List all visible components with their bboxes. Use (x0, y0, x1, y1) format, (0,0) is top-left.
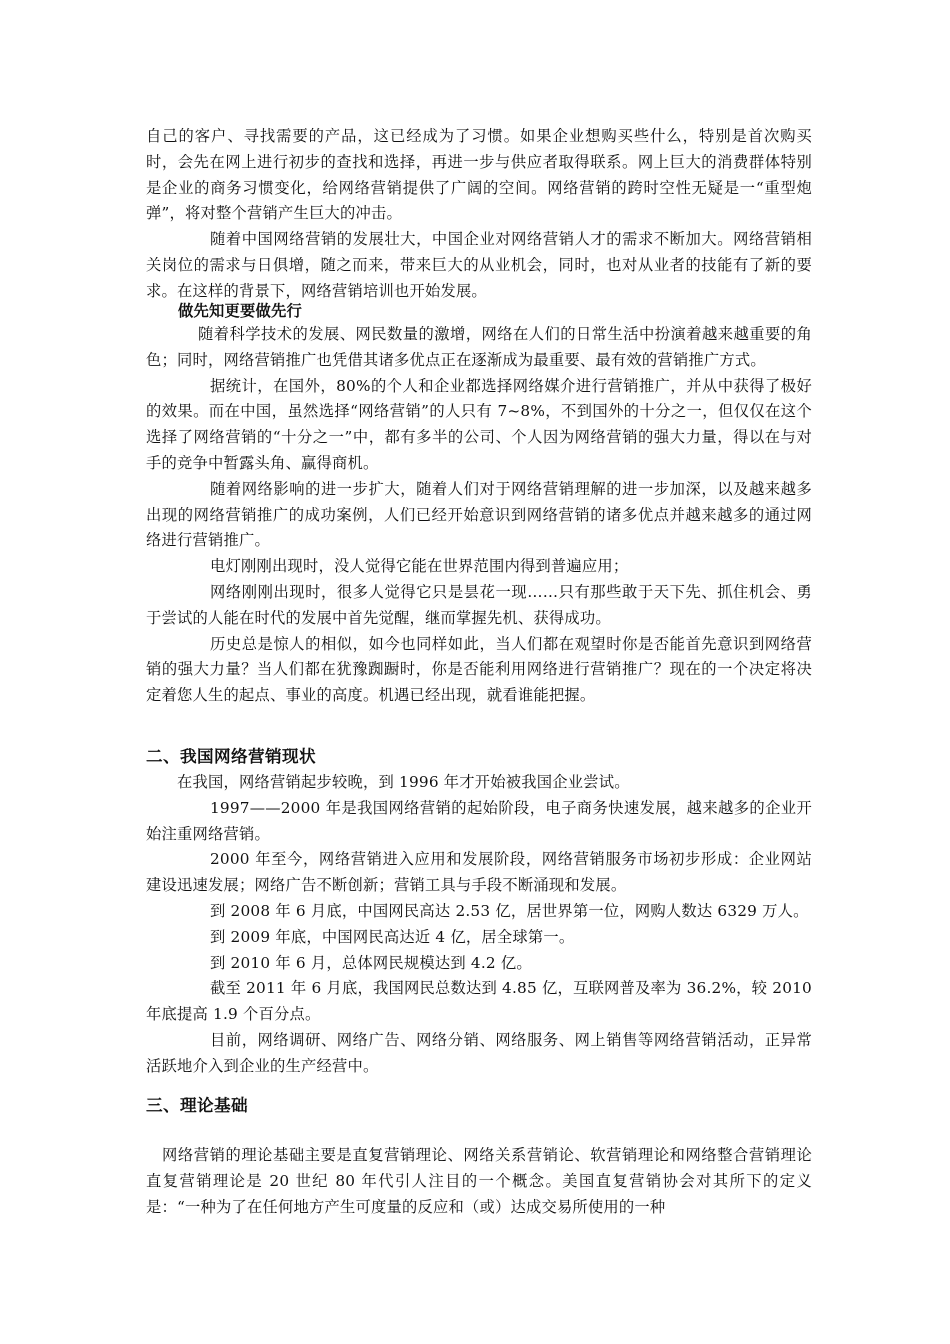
subsection-title: 做先知更要做先行 (178, 302, 302, 320)
paragraph: 自己的客户、寻找需要的产品，这已经成为了习惯。如果企业想购买些什么，特别是首次购买时，会先在网上进行初步的查找和选择，再进一步与供应者取得联系。网上巨大的消费群体特别是企业的商务习惯变化，给网络营销提供了广阔的空间。网络营销的跨时空性无疑是一“重型炮弹”，将对整个营销产生巨大的冲击。 (146, 127, 812, 223)
paragraph: 到 2008 年 6 月底，中国网民高达 2.53 亿，居世界第一位，网购人数达 6329 万人。 (210, 901, 809, 920)
intro-block (146, 124, 812, 305)
section2-block (146, 770, 812, 1080)
paragraph: 网络刚刚出现时，很多人觉得它只是昙花一现……只有那些敢于天下先、抓住机会、勇于尝试的人能在时代的发展中首先觉醒，继而掌握先机、获得成功。 (146, 582, 812, 627)
paragraph: 1997——2000 年是我国网络营销的起始阶段，电子商务快速发展，越来越多的企业开始注重网络营销。 (146, 798, 812, 843)
paragraph: 2000 年至今，网络营销进入应用和发展阶段，网络营销服务市场初步形成：企业网站建设迅速发展；网络广告不断创新；营销工具与手段不断涌现和发展。 (146, 850, 812, 895)
section-heading: 二、我国网络营销现状 (146, 747, 316, 766)
paragraph: 随着网络影响的进一步扩大，随着人们对于网络营销理解的进一步加深，以及越来越多出现的网络营销推广的成功案例，人们已经开始意识到网络营销的诸多优点并越来越多的通过网络进行营销推广。 (146, 479, 812, 550)
paragraph: 随着中国网络营销的发展壮大，中国企业对网络营销人才的需求不断加大。网络营销相关岗位的需求与日俱增，随之而来，带来巨大的从业机会，同时，也对从业者的技能有了新的要求。在这样的背景下，网络营销培训也开始发展。 (146, 230, 812, 300)
paragraph: 在我国，网络营销起步较晚，到 1996 年才开始被我国企业尝试。 (177, 773, 630, 791)
paragraph: 目前，网络调研、网络广告、网络分销、网络服务、网上销售等网络营销活动，正异常活跃地介入到企业的生产经营中。 (146, 1030, 812, 1075)
paragraph: 网络营销的理论基础主要是直复营销理论、网络关系营销论、软营销理论和网络整合营销理论 直复营销理论是 20 世纪 80 年代引人注目的一个概念。美国直复营销协会对其所下的定义是：“一种为了在任何地方产生可度量的反应和（或）达成交易所使用的一种 (146, 1146, 843, 1216)
paragraph: 截至 2011 年 6 月底，我国网民总数达到 4.85 亿，互联网普及率为 36.2%，较 2010 年底提高 1.9 个百分点。 (146, 979, 812, 1024)
subsection-block (146, 322, 812, 709)
paragraph: 到 2009 年底，中国网民高达近 4 亿，居全球第一。 (210, 927, 575, 946)
paragraph: 到 2010 年 6 月，总体网民规模达到 4.2 亿。 (210, 953, 532, 972)
paragraph: 历史总是惊人的相似，如今也同样如此，当人们都在观望时你是否能首先意识到网络营销的强大力量？当人们都在犹豫踟蹰时，你是否能利用网络进行营销推广？现在的一个决定将决定着您人生的起点、事业的高度。机遇已经出现，就看谁能把握。 (146, 634, 812, 705)
section-heading: 三、理论基础 (146, 1096, 248, 1115)
paragraph: 电灯刚刚出现时，没人觉得它能在世界范围内得到普遍应用； (210, 557, 629, 576)
paragraph: 随着科学技术的发展、网民数量的激增，网络在人们的日常生活中扮演着越来越重要的角色；同时，网络营销推广也凭借其诸多优点正在逐渐成为最重要、最有效的营销推广方式。 (146, 325, 812, 369)
paragraph: 据统计，在国外，80%的个人和企业都选择网络媒介进行营销推广，并从中获得了极好的效果。而在中国，虽然选择“网络营销”的人只有 7~8%，不到国外的十分之一，但仅仅在这个选择了网络营销的“十分之一”中，都有多半的公司、个人因为网络营销的强大力量，得以在与对手的竞争中暂露头角、赢得商机。 (146, 376, 812, 472)
section3-block (146, 1143, 843, 1220)
